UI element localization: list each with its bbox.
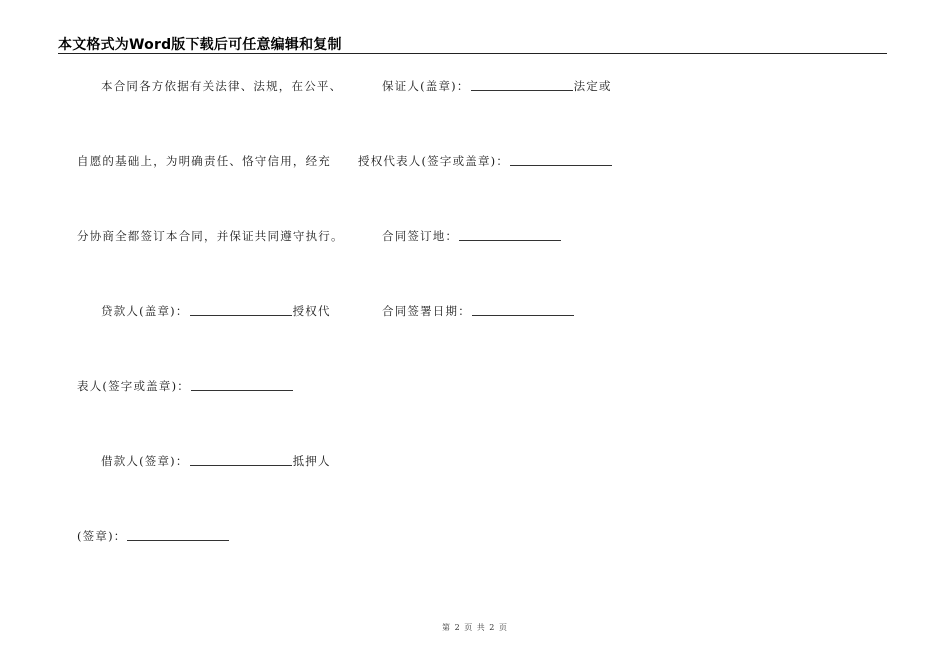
header-divider <box>58 53 887 54</box>
borrower-signature-blank[interactable] <box>190 465 292 466</box>
authorized-rep-label: 授权代表人(签字或盖章)： <box>358 154 510 168</box>
sign-date-blank[interactable] <box>472 315 574 316</box>
borrower-label: 借款人(签章)： <box>101 454 189 468</box>
lender-rep-label: 表人(签字或盖章)： <box>77 379 190 393</box>
clause-line-2: 自愿的基础上，为明确责任、恪守信用，经充 <box>77 154 331 168</box>
sign-date-line <box>382 304 575 318</box>
guarantor-suffix: 法定或 <box>573 79 612 93</box>
sign-place-label: 合同签订地： <box>382 229 459 243</box>
mortgagor-label: (签章)： <box>77 529 127 543</box>
lender-rep-signature-line <box>77 379 294 393</box>
lender-signature-line <box>101 304 331 318</box>
sign-place-blank[interactable] <box>459 240 561 241</box>
borrower-signature-line <box>101 454 331 468</box>
clause-line-3: 分协商全都签订本合同，并保证共同遵守执行。 <box>77 229 344 243</box>
mortgagor-signature-blank[interactable] <box>127 540 229 541</box>
guarantor-signature-line <box>382 79 612 93</box>
clause-line-1: 本合同各方依据有关法律、法规，在公平、 <box>101 79 343 93</box>
lender-signature-blank[interactable] <box>190 315 292 316</box>
mortgagor-signature-line <box>77 529 230 543</box>
lender-suffix: 授权代 <box>292 304 331 318</box>
lender-rep-signature-blank[interactable] <box>191 390 293 391</box>
authorized-rep-signature-blank[interactable] <box>510 165 612 166</box>
lender-label: 贷款人(盖章)： <box>101 304 189 318</box>
sign-place-line <box>382 229 562 243</box>
borrower-suffix: 抵押人 <box>292 454 331 468</box>
document-header-title: 本文格式为Word版下载后可任意编辑和复制 <box>58 37 342 53</box>
authorized-rep-signature-line <box>358 154 613 168</box>
guarantor-label: 保证人(盖章)： <box>382 79 470 93</box>
page-number-footer: 第 2 页 共 2 页 <box>442 623 508 632</box>
sign-date-label: 合同签署日期： <box>382 304 471 318</box>
guarantor-signature-blank[interactable] <box>471 90 573 91</box>
